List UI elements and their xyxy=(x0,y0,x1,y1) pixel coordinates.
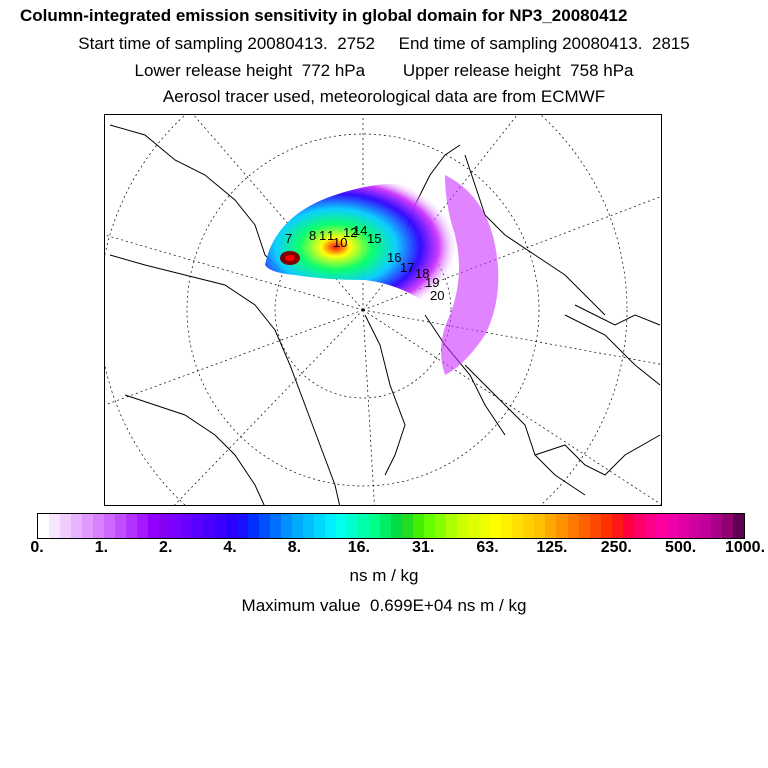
colorbar-swatch xyxy=(601,514,612,538)
colorbar-swatch xyxy=(170,514,181,538)
colorbar-tick-label: 63. xyxy=(476,539,499,556)
colorbar-tick-label: 31. xyxy=(412,539,435,556)
colorbar-swatch xyxy=(623,514,634,538)
plume-age-label: 14 xyxy=(353,223,368,238)
colorbar-swatch xyxy=(612,514,623,538)
coastlines xyxy=(110,125,660,506)
colorbar-swatch xyxy=(579,514,590,538)
colorbar-swatch xyxy=(137,514,148,538)
colorbar-swatch xyxy=(270,514,281,538)
colorbar-swatch xyxy=(656,514,667,538)
colorbar-ticks xyxy=(0,539,768,561)
plume-age-label: 7 xyxy=(285,231,293,246)
plume-age-label: 16 xyxy=(387,250,402,265)
max-value-line: Maximum value 0.699E+04 ns m / kg xyxy=(241,596,527,615)
colorbar-tick-label: 0. xyxy=(30,539,44,556)
colorbar-swatch xyxy=(358,514,369,538)
colorbar-swatch xyxy=(181,514,192,538)
colorbar-swatch xyxy=(60,514,71,538)
colorbar-swatch xyxy=(490,514,501,538)
colorbar-swatch xyxy=(104,514,115,538)
colorbar-swatch xyxy=(634,514,645,538)
emission-plume xyxy=(265,175,498,375)
colorbar-tick-label: 1. xyxy=(94,539,109,556)
colorbar-tick-label: 16. xyxy=(347,539,370,556)
colorbar-swatch xyxy=(347,514,358,538)
colorbar-swatch xyxy=(203,514,214,538)
colorbar-swatch xyxy=(534,514,545,538)
colorbar-swatch xyxy=(82,514,93,538)
colorbar-tick-label: 500. xyxy=(665,539,697,556)
colorbar-swatch xyxy=(215,514,226,538)
plume-age-label: 17 xyxy=(400,260,415,275)
colorbar-tick-label: 8. xyxy=(287,539,302,556)
colorbar-swatch xyxy=(126,514,137,538)
colorbar-units: ns m / kg xyxy=(349,566,419,585)
plume-age-label: 18 xyxy=(415,266,430,281)
plume-age-label: 8 xyxy=(309,228,317,243)
plume-age-label: 15 xyxy=(367,231,382,246)
colorbar-tick-label: 1000. xyxy=(724,539,766,556)
release-height-line: Lower release height 772 hPa Upper release height 758 hPa xyxy=(134,61,634,80)
colorbar-swatch xyxy=(38,514,49,538)
colorbar-swatch xyxy=(380,514,391,538)
data-source-line: Aerosol tracer used, meteorological data are from ECMWF xyxy=(162,87,606,106)
colorbar-swatch xyxy=(248,514,259,538)
page-title: Column-integrated emission sensitivity in global domain for NP3_20080412 xyxy=(20,6,628,25)
colorbar-swatch xyxy=(424,514,435,538)
colorbar-tick-label: 250. xyxy=(600,539,632,556)
colorbar-swatch xyxy=(391,514,402,538)
colorbar-swatch xyxy=(303,514,314,538)
colorbar-swatch xyxy=(259,514,270,538)
colorbar-swatch xyxy=(568,514,579,538)
colorbar-swatch xyxy=(523,514,534,538)
colorbar-swatch xyxy=(314,514,325,538)
colorbar-tick-label: 125. xyxy=(536,539,568,556)
colorbar-swatch xyxy=(446,514,457,538)
plume-age-label: 1 xyxy=(327,228,335,243)
colorbar-swatch xyxy=(281,514,292,538)
plume-age-label: 20 xyxy=(430,288,445,303)
colorbar-swatch xyxy=(556,514,567,538)
colorbar xyxy=(37,513,745,539)
colorbar-swatch xyxy=(501,514,512,538)
plume-age-label: 19 xyxy=(425,275,440,290)
colorbar-swatch xyxy=(457,514,468,538)
colorbar-swatch xyxy=(512,514,523,538)
colorbar-swatch xyxy=(689,514,700,538)
colorbar-swatch xyxy=(468,514,479,538)
colorbar-swatch xyxy=(590,514,601,538)
colorbar-swatch xyxy=(159,514,170,538)
colorbar-swatch xyxy=(711,514,722,538)
colorbar-swatch xyxy=(645,514,656,538)
polar-map xyxy=(104,114,662,506)
meridians xyxy=(105,115,662,506)
colorbar-swatch xyxy=(115,514,126,538)
colorbar-swatch xyxy=(292,514,303,538)
colorbar-swatch xyxy=(700,514,711,538)
colorbar-swatch xyxy=(71,514,82,538)
colorbar-swatch xyxy=(49,514,60,538)
colorbar-swatch xyxy=(678,514,689,538)
colorbar-tick-label: 2. xyxy=(159,539,173,556)
colorbar-swatch xyxy=(148,514,159,538)
colorbar-swatch xyxy=(479,514,490,538)
plume-age-label: 12 xyxy=(343,225,358,240)
plume-age-label: 10 xyxy=(333,235,348,250)
colorbar-swatch xyxy=(226,514,237,538)
colorbar-swatch xyxy=(413,514,424,538)
colorbar-swatch xyxy=(192,514,203,538)
colorbar-swatch xyxy=(325,514,336,538)
colorbar-swatch xyxy=(667,514,678,538)
colorbar-swatch xyxy=(733,514,744,538)
sampling-time-line: Start time of sampling 20080413. 2752 End time of sampling 20080413. 2815 xyxy=(78,34,690,53)
colorbar-swatch xyxy=(369,514,380,538)
colorbar-swatch xyxy=(402,514,413,538)
colorbar-swatch xyxy=(435,514,446,538)
colorbar-swatch xyxy=(237,514,248,538)
colorbar-swatch xyxy=(722,514,733,538)
colorbar-swatch xyxy=(93,514,104,538)
map-canvas xyxy=(105,115,662,506)
colorbar-tick-label: 4. xyxy=(223,539,237,556)
latitude-circles xyxy=(105,115,627,506)
colorbar-swatch xyxy=(545,514,556,538)
plume-age-label: 1 xyxy=(319,228,327,243)
colorbar-swatch xyxy=(336,514,347,538)
